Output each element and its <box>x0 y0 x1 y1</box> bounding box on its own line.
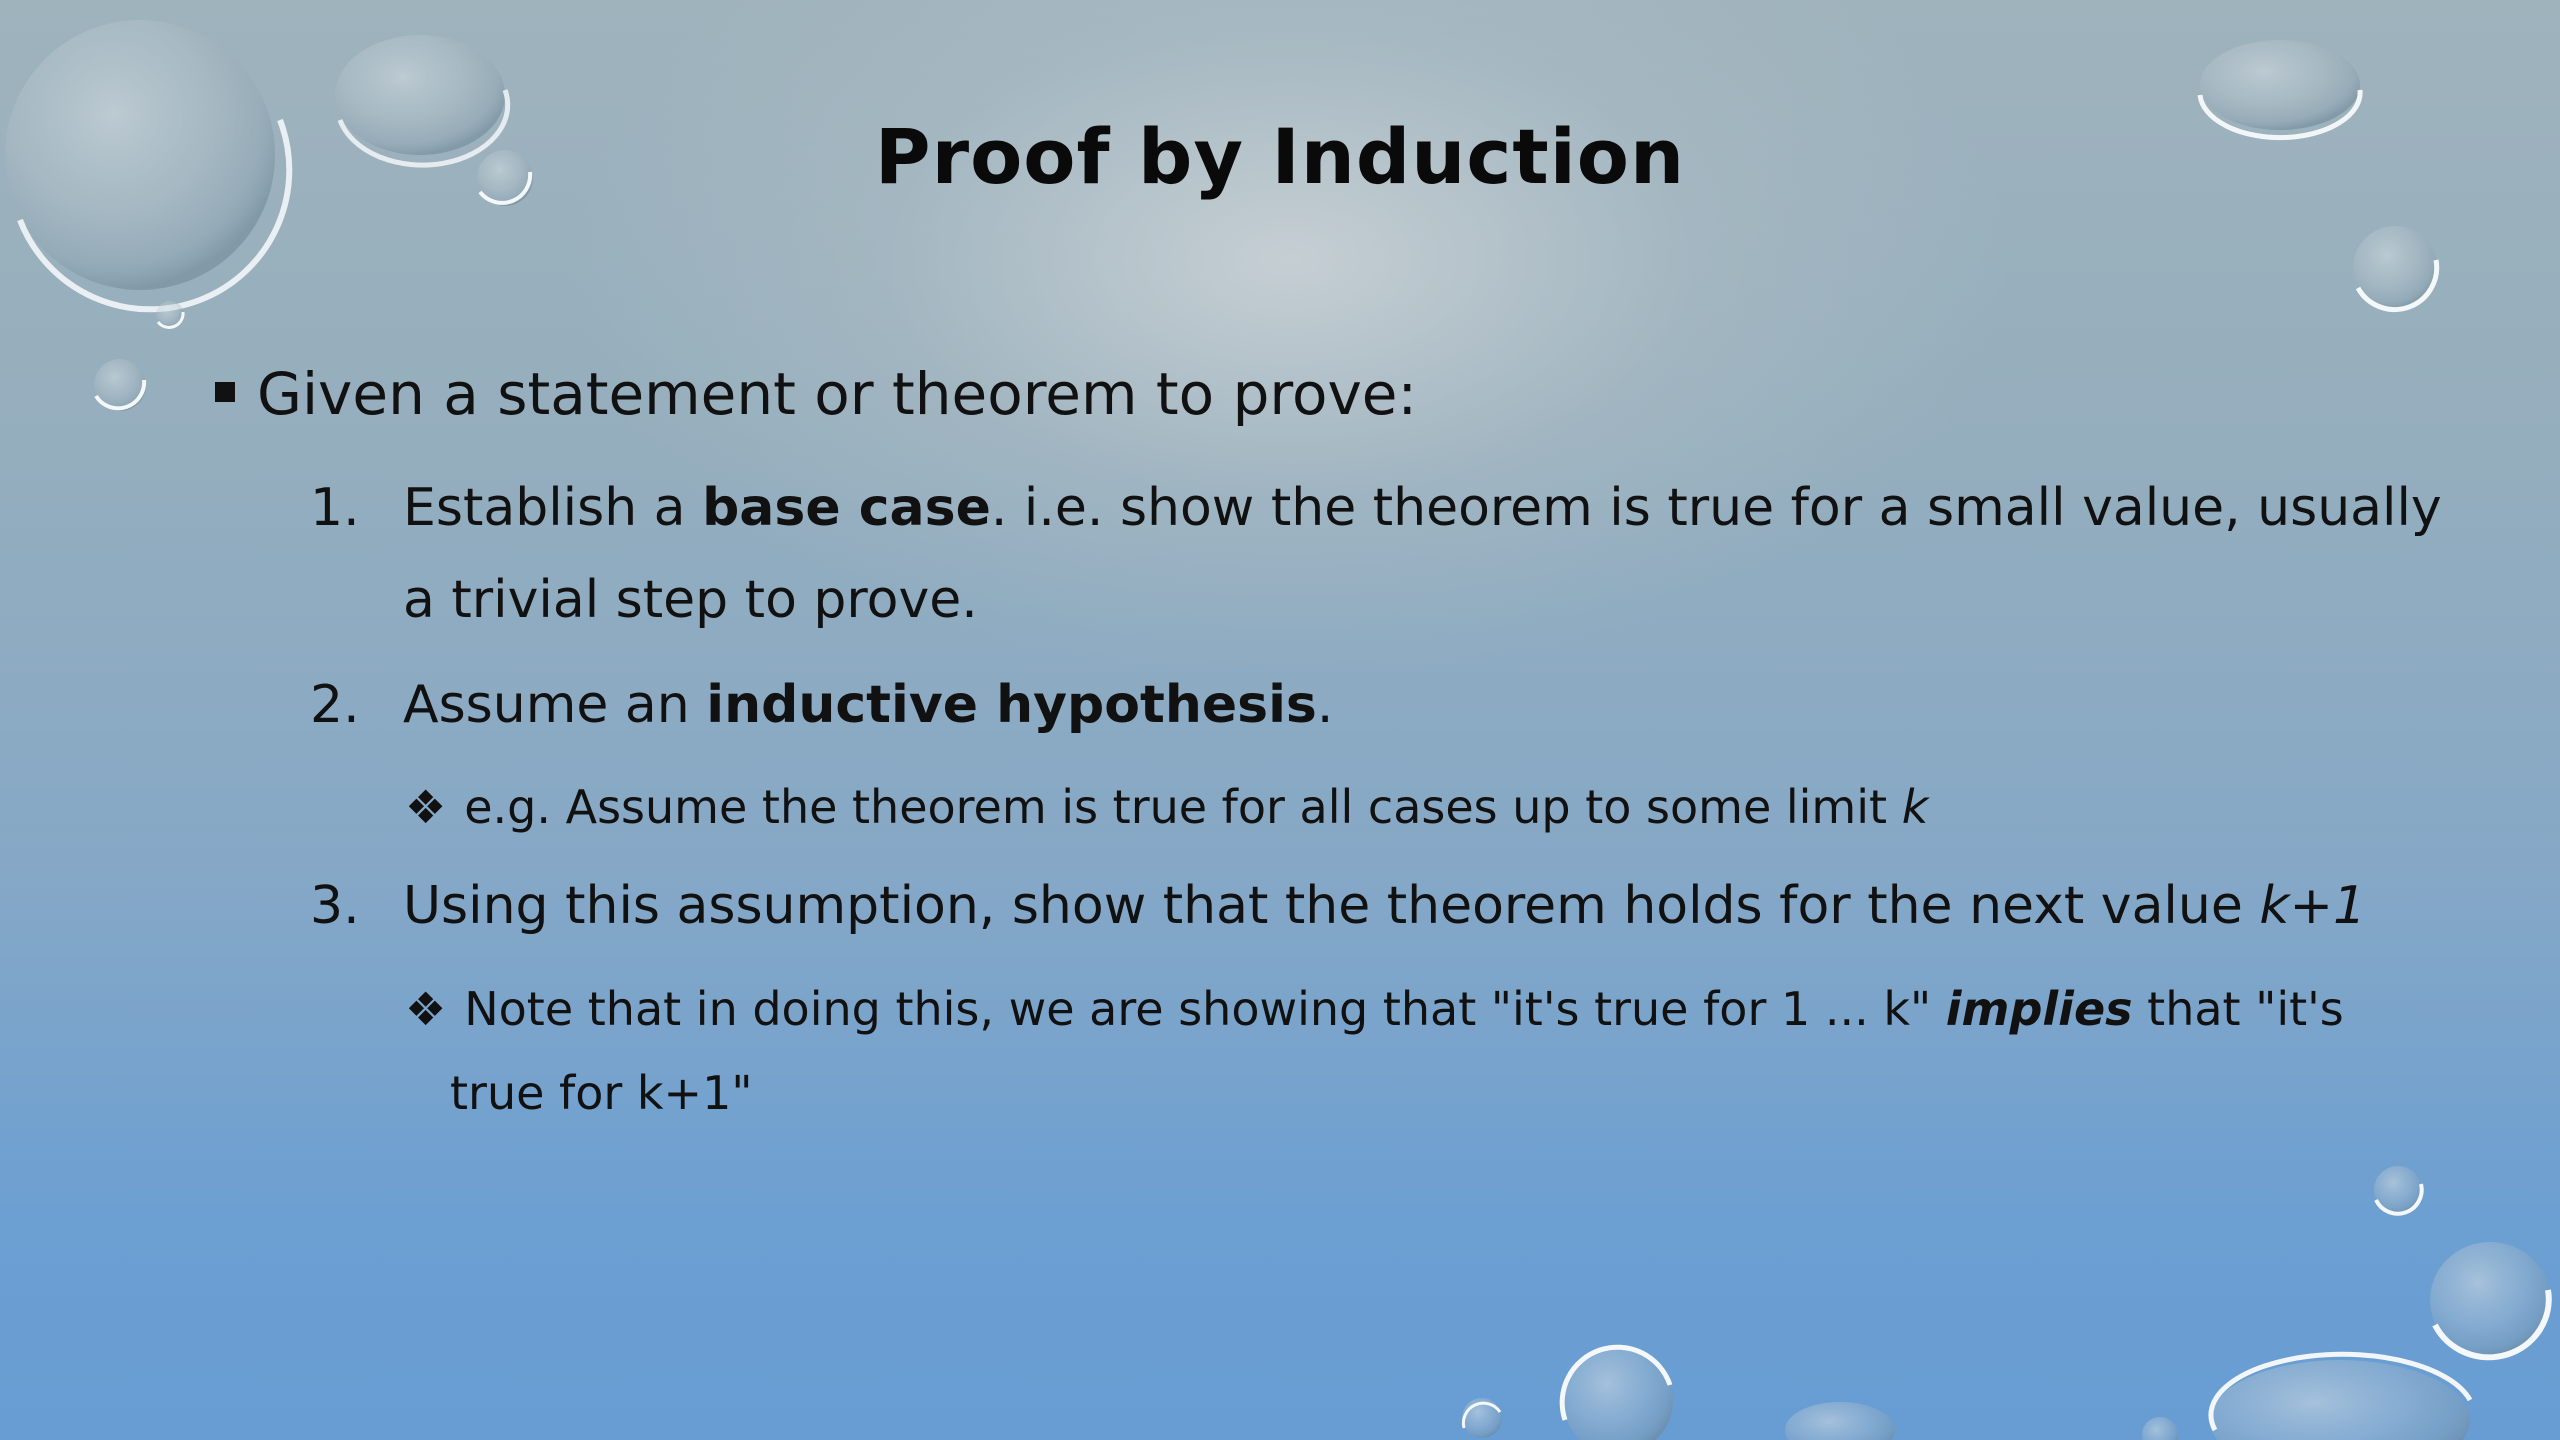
sub-bullet-continuation: true for k+1" <box>450 1066 753 1120</box>
list-item: Using this assumption, show that the theorem holds for the next value k+1 <box>403 876 2367 936</box>
emphasis-base-case: base case <box>702 478 991 538</box>
emphasis-implies: implies <box>1945 982 2133 1036</box>
slide-title: Proof by Induction <box>874 112 1686 201</box>
list-item: Assume an inductive hypothesis. <box>403 675 1334 735</box>
emphasis-inductive-hypothesis: inductive hypothesis <box>706 675 1317 735</box>
list-number: 1. <box>310 478 360 538</box>
main-bullet <box>215 360 1417 428</box>
list-item: Establish a base case. i.e. show the theorem is true for a small value, usually <box>403 478 2442 538</box>
sub-bullet: ❖ e.g. Assume the theorem is true for all cases up to some limit k <box>405 780 1929 834</box>
list-item-continuation: a trivial step to prove. <box>403 570 978 630</box>
square-bullet-icon <box>215 382 235 402</box>
sub-bullet: ❖ Note that in doing this, we are showing that "it's true for 1 ... k" implies that "it's <box>405 982 2344 1036</box>
diamond-bullet-icon: ❖ <box>405 780 447 834</box>
main-bullet-text: Given a statement or theorem to prove: <box>257 360 1417 428</box>
diamond-bullet-icon: ❖ <box>405 982 447 1036</box>
list-number: 2. <box>310 675 360 735</box>
list-number: 3. <box>310 876 360 936</box>
